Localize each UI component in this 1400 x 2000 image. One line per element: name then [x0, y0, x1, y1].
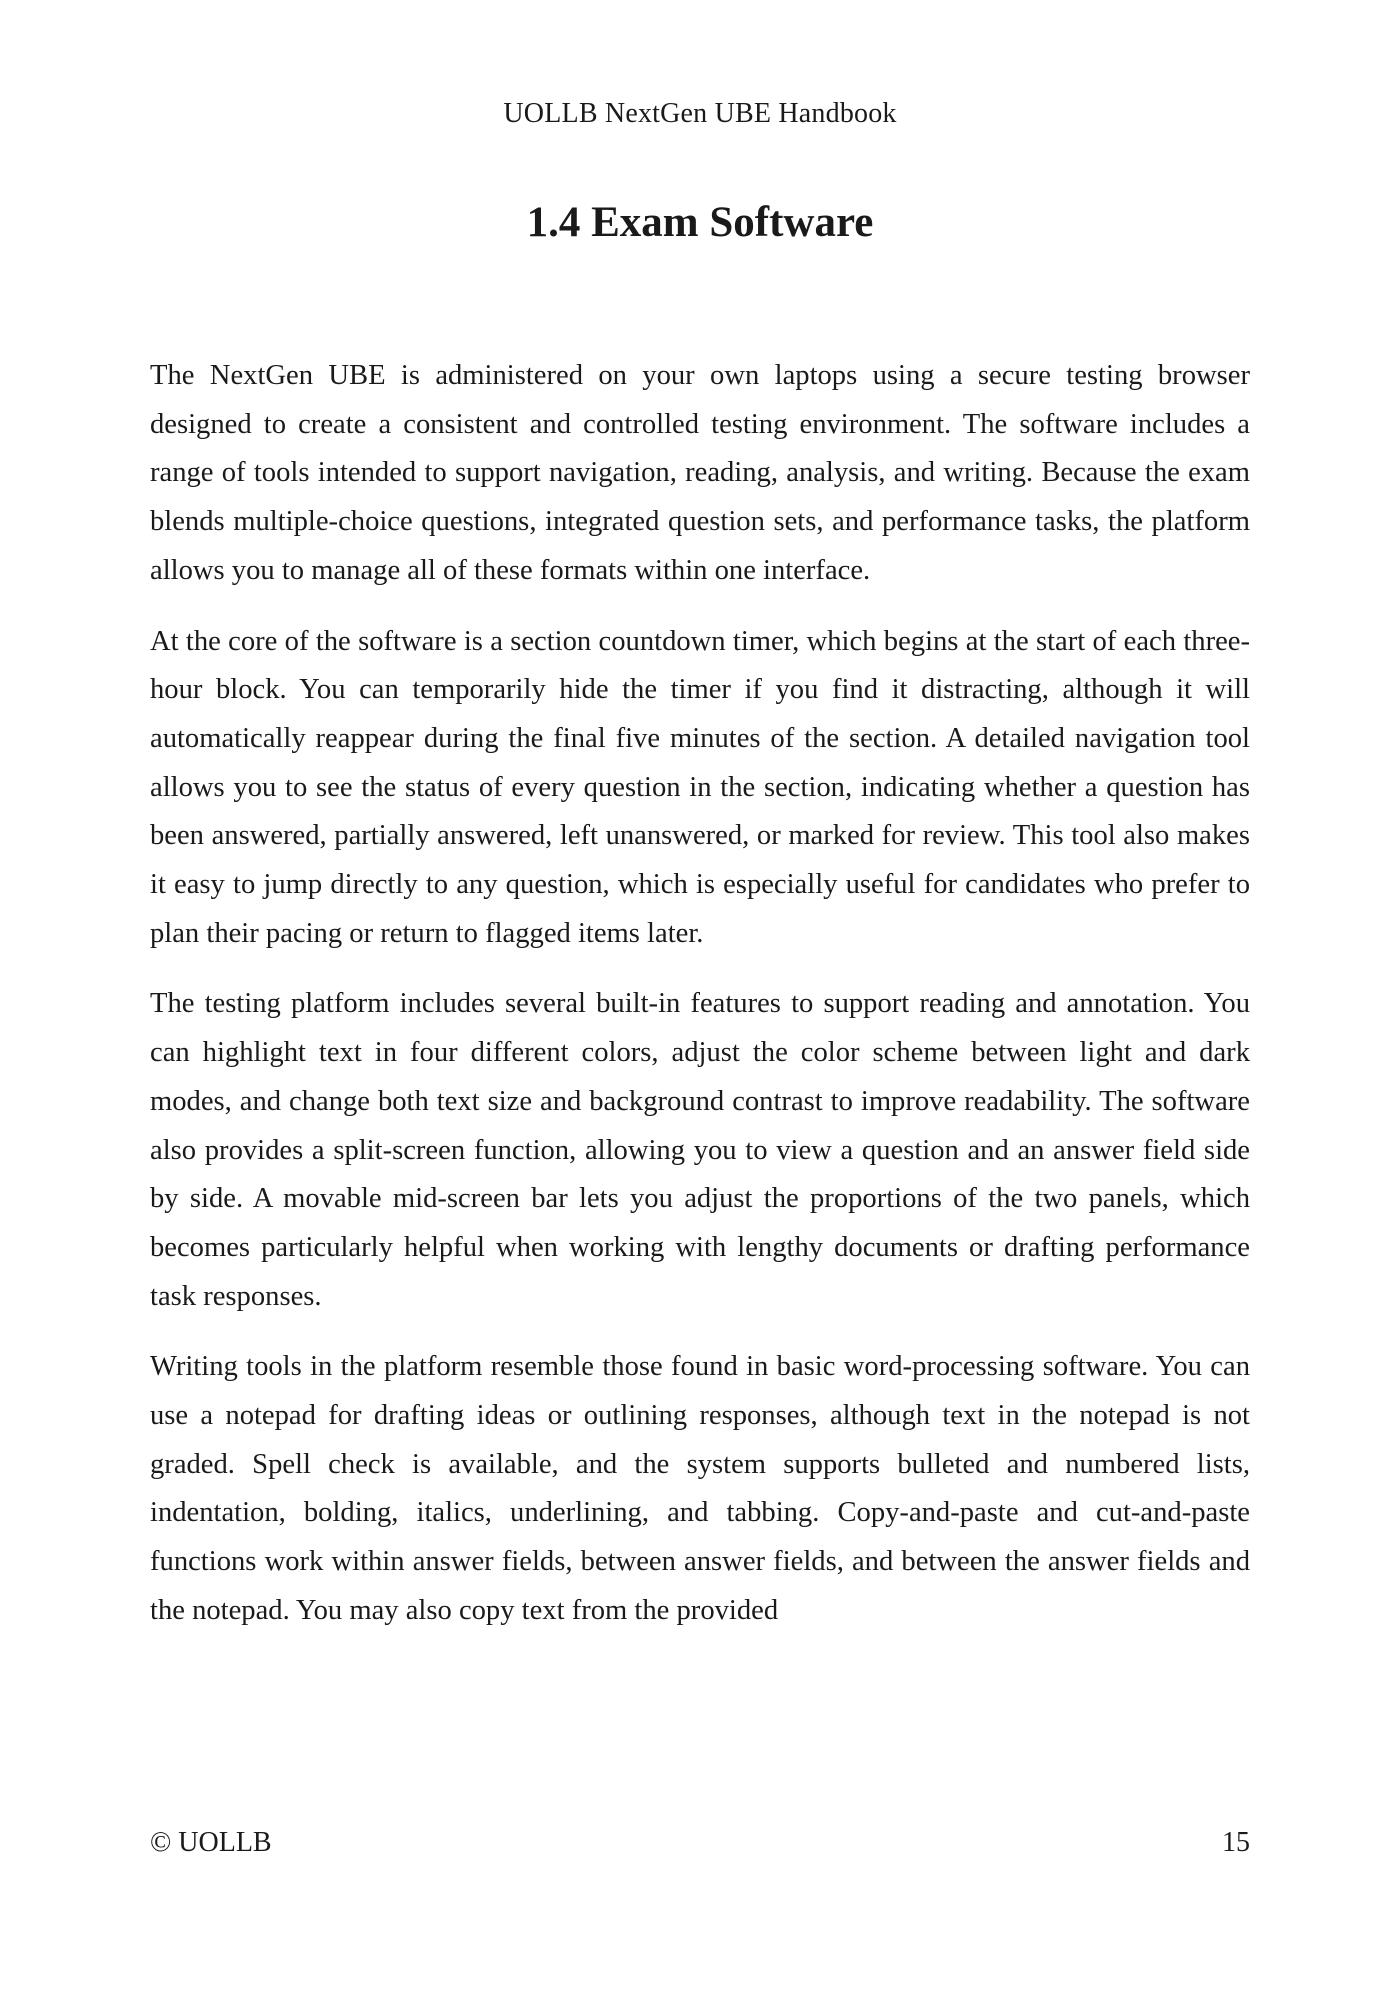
paragraph-secure-browser: The NextGen UBE is administered on your own laptops using a secure testing browser designed to create a consistent and controlled testing environment. The software includes a range of tools intended to support navigation, reading, analysis, and writing. Because the exam blends multiple-choice questions, integrated question sets, and performance tasks, the platform allows you to manage all of these formats within one interface.	[150, 360, 1250, 586]
running-header: UOLLB NextGen UBE Handbook	[503, 98, 897, 129]
paragraph-writing-tools: Writing tools in the platform resemble those found in basic word-processing software. You can use a notepad for drafting ideas or outlining responses, although text in the notepad is not graded. Spell check is available, and the system supports bulleted and numbered lists, indentation, bolding, italics, underlining, and tabbing. Copy-and-paste and cut-and-paste functions work within answer fields, between answer fields, and between the answer fields and the notepad. You may also copy text from the provided	[150, 1351, 1250, 1626]
page-number: 15	[1222, 1827, 1250, 1858]
footer-copyright: © UOLLB	[150, 1827, 272, 1858]
section-title: 1.4 Exam Software	[526, 199, 874, 246]
paragraph-reading-annotation: The testing platform includes several built-in features to support reading and annotation. You can highlight text in four different colors, adjust the color scheme between light and dark modes, and change both text size and background contrast to improve readability. The software also provides a split-screen function, allowing you to view a question and an answer field side by side. A movable mid-screen bar lets you adjust the proportions of the two panels, which becomes particularly helpful when working with lengthy documents or drafting performance task responses.	[150, 988, 1250, 1312]
paragraph-timer-navigation: At the core of the software is a section countdown timer, which begins at the start of each three-hour block. You can temporarily hide the timer if you find it distracting, although it will automatically reappear during the final five minutes of the section. A detailed navigation tool allows you to see the status of every question in the section, indicating whether a question has been answered, partially answered, left unanswered, or marked for review. This tool also makes it easy to jump directly to any question, which is especially useful for candidates who prefer to plan their pacing or return to flagged items later.	[150, 625, 1250, 949]
body-text	[150, 352, 1250, 1658]
